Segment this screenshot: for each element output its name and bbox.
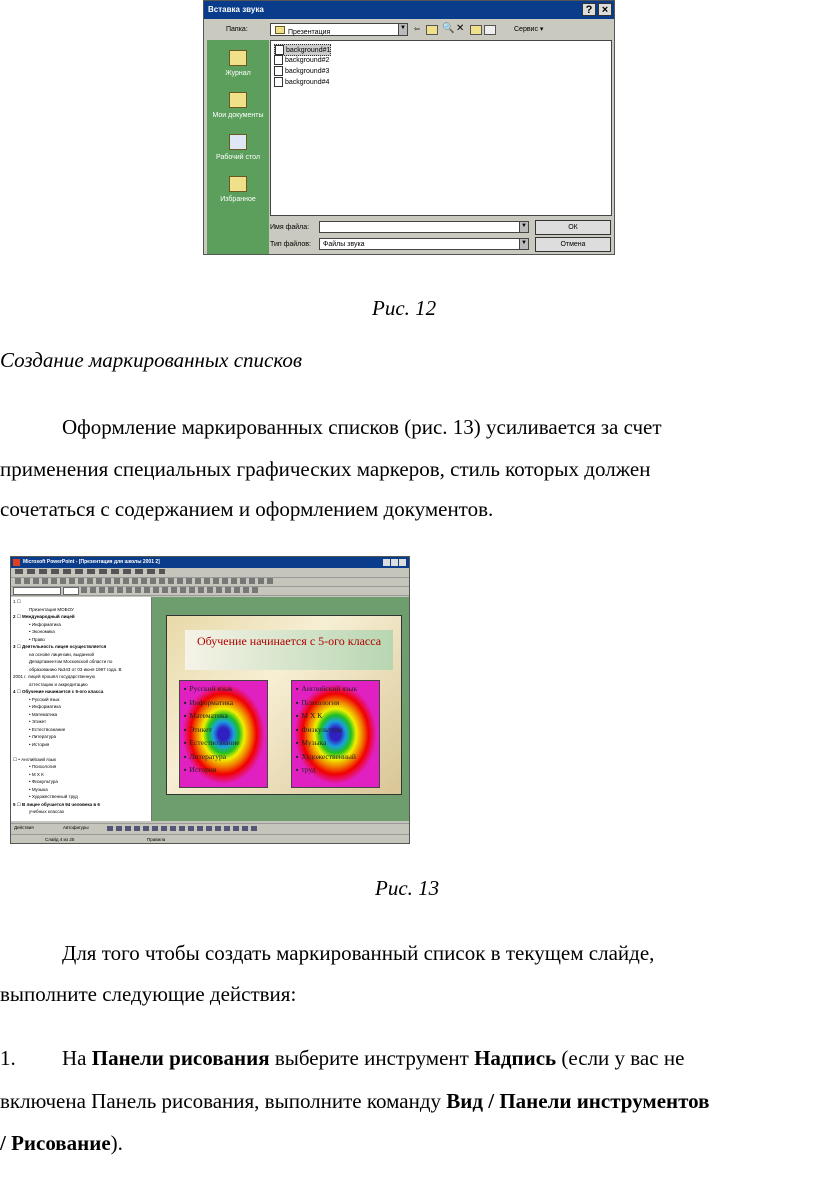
- back-icon[interactable]: ⇦: [414, 26, 420, 33]
- list-item[interactable]: background#2: [274, 55, 329, 65]
- history-icon: [229, 50, 247, 66]
- outline-line[interactable]: аттестацию и аккредитацию: [29, 681, 88, 687]
- step-line-2: включена Панель рисования, выполните команду Вид / Панели инструментов: [0, 1089, 710, 1113]
- step-line-3: / Рисование).: [0, 1131, 123, 1155]
- right-bullet-box: [291, 680, 380, 788]
- slide-bullet: ■ Математика: [184, 712, 228, 720]
- list-item[interactable]: background#3: [274, 66, 329, 76]
- cancel-button[interactable]: Отмена: [535, 237, 611, 252]
- outline-line[interactable]: • Экономика: [29, 629, 55, 634]
- window-controls: [383, 559, 407, 566]
- outline-line[interactable]: • История: [29, 741, 50, 747]
- slide-bullet: ■ Этикет: [184, 726, 212, 734]
- outline-line[interactable]: 2001 г. лицей прошёл государственную: [13, 674, 95, 679]
- folder-label: Папка:: [226, 26, 248, 33]
- outline-line[interactable]: • Естествознание: [29, 726, 66, 732]
- filetype-value: Файлы звука: [323, 241, 365, 248]
- up-folder-icon[interactable]: [426, 25, 438, 35]
- views-icon[interactable]: [484, 25, 496, 35]
- outline-line[interactable]: • Математика: [29, 711, 58, 717]
- status-design: Правила: [147, 837, 166, 842]
- outline-pane: [11, 597, 152, 821]
- section-heading: Создание маркированных списков: [0, 348, 303, 372]
- font-select[interactable]: [13, 587, 61, 595]
- favorites-icon: [229, 176, 247, 192]
- chevron-down-icon[interactable]: ▼: [519, 222, 528, 232]
- step-number: 1.: [0, 1046, 16, 1070]
- outline-line[interactable]: • Психология: [29, 764, 57, 769]
- format-buttons[interactable]: [81, 587, 261, 593]
- paragraph-line: Для того чтобы создать маркированный список в текущем слайде,: [62, 941, 655, 965]
- slide-bullet: ■ Естествознание: [184, 739, 240, 747]
- paragraph-line: выполните следующие действия:: [0, 982, 297, 1006]
- paragraph-line: Оформление маркированных списков (рис. 13) усиливается за счет: [62, 415, 662, 439]
- bold-term: Надпись: [474, 1046, 557, 1070]
- slide: [166, 615, 402, 795]
- filename-field[interactable]: [319, 221, 529, 233]
- maximize-icon[interactable]: [391, 559, 398, 566]
- powerpoint-window: [10, 556, 410, 844]
- outline-line[interactable]: Департаментом Московской области по: [29, 659, 113, 664]
- outline-line[interactable]: учебных классах: [29, 809, 65, 814]
- window-title: Microsoft PowerPoint - [Презентация для школы 2001 2]: [11, 557, 409, 568]
- slide-bullet: ■ М Х К: [296, 712, 322, 720]
- outline-line[interactable]: ☐ • Английский язык: [13, 756, 56, 762]
- slide-bullet: ■ Художественный: [296, 753, 356, 761]
- sound-file-icon: [274, 66, 283, 76]
- slide-bullet: ■ Информатика: [184, 699, 233, 707]
- powerpoint-logo-icon: [13, 559, 20, 566]
- sound-file-icon: [274, 77, 283, 87]
- minimize-icon[interactable]: [383, 559, 390, 566]
- slide-bullet: ■ Психология: [296, 699, 339, 707]
- bold-term: / Рисование: [0, 1131, 111, 1155]
- bold-term: Вид / Панели инструментов: [446, 1089, 710, 1113]
- new-folder-icon[interactable]: [470, 25, 482, 35]
- outline-line[interactable]: • Русский язык: [29, 696, 60, 702]
- sound-file-icon: [275, 45, 284, 55]
- toolbar-buttons[interactable]: [15, 578, 275, 584]
- status-slide: Слайд 4 из 25: [45, 837, 75, 842]
- help-button[interactable]: ?: [582, 3, 596, 16]
- outline-line[interactable]: • Музыка: [29, 786, 48, 792]
- outline-line[interactable]: 3 ☐ Деятельность лицея осуществляется: [13, 644, 107, 649]
- outline-line[interactable]: 4 ☐ Обучение начинается с 5-ого класса: [13, 689, 104, 694]
- draw-buttons[interactable]: [107, 826, 257, 831]
- place-desktop[interactable]: Рабочий стол: [207, 134, 269, 162]
- filetype-select[interactable]: [319, 238, 529, 250]
- left-bullet-box: [179, 680, 268, 788]
- outline-line[interactable]: образованию №343 от 03 июня 1997 года. В: [29, 666, 122, 672]
- figure-caption-12: Рис. 12: [372, 296, 437, 320]
- folder-select[interactable]: [270, 23, 408, 36]
- slide-bullet: ■ Литература: [184, 753, 226, 761]
- close-icon[interactable]: [399, 559, 406, 566]
- folder-value: Презентация: [288, 29, 331, 36]
- slide-bullet: ■ Английский язык: [296, 685, 357, 693]
- outline-line[interactable]: • Литература: [29, 734, 57, 739]
- paragraph-line: применения специальных графических маркеров, стиль которых должен: [0, 457, 651, 481]
- list-item[interactable]: background#4: [274, 77, 329, 87]
- outline-line[interactable]: Презентация МОБОУ: [29, 606, 74, 612]
- outline-line[interactable]: • М Х К: [29, 771, 44, 777]
- chevron-down-icon[interactable]: ▼: [519, 239, 528, 249]
- slide-bullet: ■ История: [184, 766, 216, 774]
- search-web-icon[interactable]: 🔍: [442, 23, 455, 34]
- place-history[interactable]: Журнал: [207, 50, 269, 78]
- outline-line[interactable]: на основе лицензии, выданной: [29, 651, 95, 657]
- formatting-toolbar: [11, 586, 409, 596]
- slide-bullet: ■ Музыка: [296, 739, 327, 747]
- slide-pane: [152, 597, 410, 821]
- draw-menu[interactable]: Действия: [14, 825, 34, 830]
- outline-line[interactable]: • Информатика: [29, 621, 61, 627]
- outline-line[interactable]: 1 ☐: [13, 599, 21, 604]
- outline-line[interactable]: 2 ☐ Международный лицей: [13, 614, 75, 619]
- outline-line[interactable]: • Этикет: [29, 719, 47, 724]
- slide-bullet: ■ труд: [296, 766, 316, 774]
- outline-line[interactable]: • Информатика: [29, 704, 61, 709]
- step-line-1: На Панели рисования выберите инструмент Надпись (если у вас не: [62, 1046, 685, 1070]
- sound-file-icon: [274, 55, 283, 65]
- bold-term: Панели рисования: [91, 1046, 270, 1070]
- file-list: [270, 40, 612, 216]
- status-bar: [11, 834, 409, 844]
- outline-line[interactable]: • Право: [29, 636, 45, 642]
- service-menu[interactable]: Сервис ▾: [514, 26, 544, 33]
- places-bar: [207, 40, 269, 254]
- close-button[interactable]: ×: [598, 3, 612, 16]
- font-size-select[interactable]: [63, 587, 79, 595]
- ok-button[interactable]: ОК: [535, 220, 611, 235]
- outline-line[interactable]: • Художественный труд: [29, 794, 78, 799]
- insert-sound-dialog: [203, 0, 615, 255]
- delete-icon[interactable]: ✕: [456, 23, 465, 34]
- slide-bullet: ■ Русский язык: [184, 685, 233, 693]
- menu-items[interactable]: [15, 569, 165, 574]
- dialog-toolbar: [414, 23, 510, 36]
- paragraph-line: сочетаться с содержанием и оформлением документов.: [0, 497, 494, 521]
- outline-line[interactable]: 5 ☐ В лицее обучается 94 человека в 6: [13, 801, 100, 807]
- slide-title: Обучение начинается с 5-ого класса: [185, 630, 393, 670]
- figure-caption-13: Рис. 13: [375, 876, 440, 900]
- filetype-label: Тип файлов:: [270, 241, 311, 248]
- place-my-documents[interactable]: Мои документы: [207, 92, 269, 120]
- autoshapes-menu[interactable]: Автофигуры: [63, 825, 89, 830]
- dialog-title: Вставка звука: [204, 1, 614, 19]
- place-favorites[interactable]: Избранное: [207, 176, 269, 204]
- slide-bullet: ■ Физкультура: [296, 726, 342, 734]
- list-item[interactable]: background#1: [274, 44, 331, 56]
- filename-label: Имя файла:: [270, 224, 310, 231]
- folder-icon: [229, 92, 247, 108]
- folder-icon: [275, 26, 285, 34]
- chevron-down-icon[interactable]: ▼: [398, 24, 407, 35]
- outline-line[interactable]: • Физкультура: [29, 779, 58, 784]
- drawing-toolbar: [11, 823, 409, 834]
- desktop-icon: [229, 134, 247, 150]
